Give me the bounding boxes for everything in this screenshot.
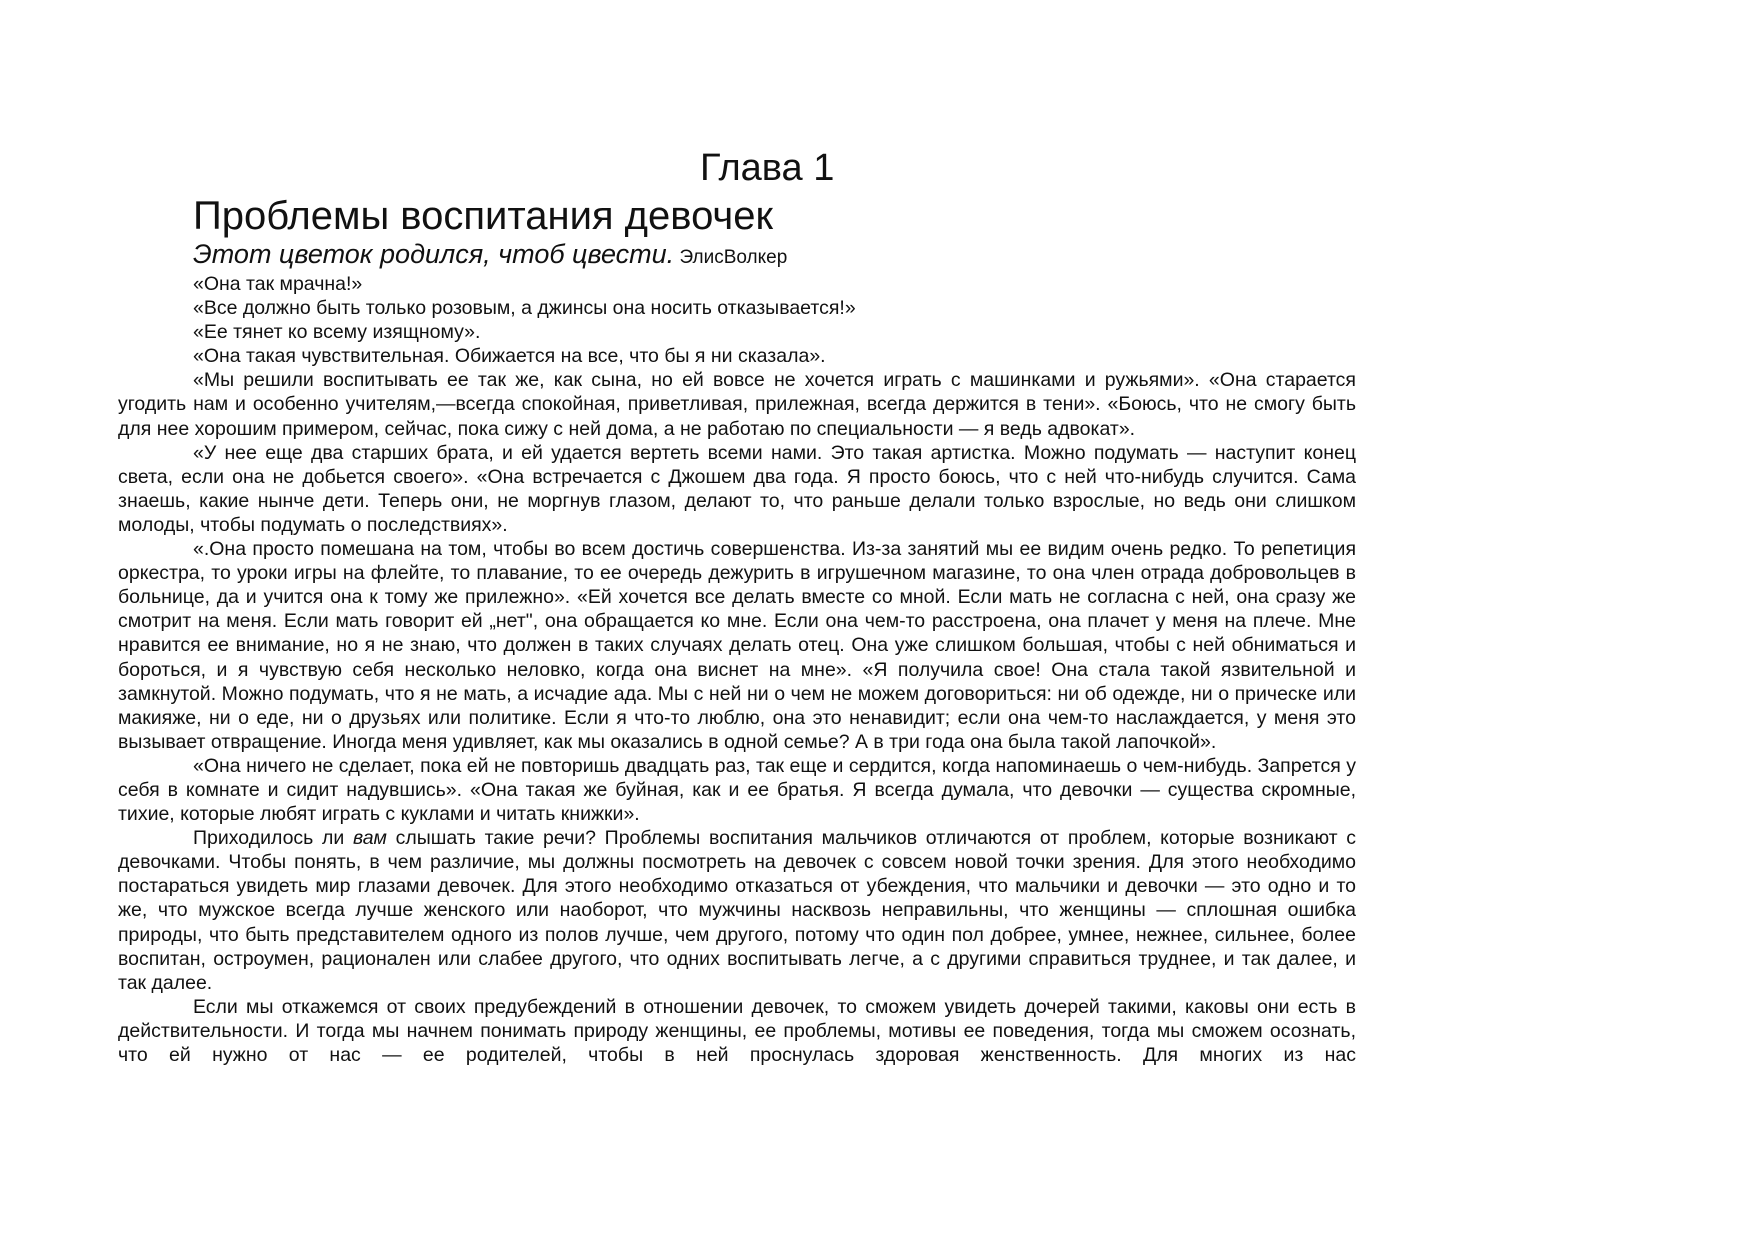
paragraph: «Она ничего не сделает, пока ей не повторишь двадцать раз, так еще и сердится, когда напоминаешь о чем-нибудь. Запрется у себя в комнате и сидит надувшись». «Она такая же буйная, как и ее братья. Я всегда думала, что девочки — существа скромные, тихие, которые любят играть с куклами и читать книжки». [118,754,1356,826]
paragraph: «Она такая чувствительная. Обижается на все, что бы я ни сказала». [193,345,826,368]
chapter-label: Глава 1 [700,147,835,189]
paragraph: «.Она просто помешана на том, чтобы во всем достичь совершенства. Из-за занятий мы ее видим очень редко. То репетиция оркестра, то уроки игры на флейте, то плавание, то ее очередь дежурить в игрушечном магазине, то она член отрада добровольцев в больнице, да и учится она к тому же прилежно». «Ей хочется все делать вместе со мной. Если мать не согласна с ней, она сразу же смотрит на меня. Если мать говорит ей „нет", она обращается ко мне. Если она чем-то расстроена, она плачет у меня на плече. Мне нравится ее внимание, но я не знаю, что должен в таких случаях делать отец. Она уже слишком большая, чтобы с ней обниматься и бороться, и я чувствую себя несколько неловко, когда она виснет на мне». «Я получила свое! Она стала такой язвительной и замкнутой. Можно подумать, что я не мать, а исчадие ада. Мы с ней ни о чем не можем договориться: ни об одежде, ни о прическе или макияже, ни о еде, ни о друзьях или политике. Если я что-то люблю, она это ненавидит; если она чем-то наслаждается, у меня это вызывает отвращение. Иногда меня удивляет, как мы оказались в одной семье? А в три года она была такой лапочкой». [118,538,1356,753]
body-text [118,272,1356,1067]
paragraph: «Мы решили воспитывать ее так же, как сына, но ей вовсе не хочется играть с машинками и ружьями». «Она старается угодить нам и особенно учителям,—всегда спокойная, приветливая, прилежная, всегда держится в тени». «Боюсь, что не смогу быть для нее хорошим примером, сейчас, пока сижу с ней дома, а не работаю по специальности — я ведь адвокат». [118,369,1356,440]
paragraph: «Она так мрачна!» [193,273,363,295]
paragraph: «Ее тянет ко всему изящному». [193,321,481,344]
emphasized-word: вам [352,827,387,850]
paragraph-text-after: слышать такие речи? Проблемы воспитания мальчиков отличаются от проблем, которые возникают с девочками. Чтобы понять, в чем различие, мы должны посмотреть на девочек с совсем новой точки зрения. Для этого необходимо постараться увидеть мир глазами девочек. Для этого необходимо отказаться от убеждения, что мальчики и девочки — это одно и то же, что мужское всегда лучше женского или наоборот, что мужчины насквозь неправильны, что женщины — сплошная ошибка природы, что быть представителем одного из полов лучше, чем другого, потому что один пол добрее, умнее, нежнее, сильнее, более воспитан, остроумен, рационален или слабее другого, что одних воспитывать легче, а с другими справиться труднее, и так далее, и так далее. [118,827,1356,994]
chapter-title: Проблемы воспитания девочек [193,194,774,238]
paragraph-text-before: Приходилось ли [193,827,353,850]
epigraph [193,238,787,274]
paragraph-with-emphasis [118,826,1356,995]
paragraph: Если мы откажемся от своих предубеждений в отношении девочек, то сможем увидеть дочерей такими, каковы они есть в действительности. И тогда мы начнем понимать природу женщины, ее проблемы, мотивы ее поведения, тогда мы сможем осознать, что ей нужно от нас — ее родителей, чтобы в ней проснулась здоровая женственность. Для многих из нас [118,995,1356,1066]
paragraph: «Все должно быть только розовым, а джинсы она носить отказывается!» [193,297,856,320]
epigraph-author: ЭлисВолкер [674,247,788,268]
epigraph-quote: Этот цветок родился, чтоб цвести. [193,239,675,269]
paragraph: «У нее еще два старших брата, и ей удается вертеть всеми нами. Это такая артистка. Можно подумать — наступит конец света, если она не добьется своего». «Она встречается с Джошем два года. Я просто боюсь, что с ней что-нибудь случится. Сама знаешь, какие нынче дети. Теперь они, не моргнув глазом, делают то, что раньше делали только взрослые, но ведь они слишком молоды, чтобы подумать о последствиях». [118,441,1356,536]
